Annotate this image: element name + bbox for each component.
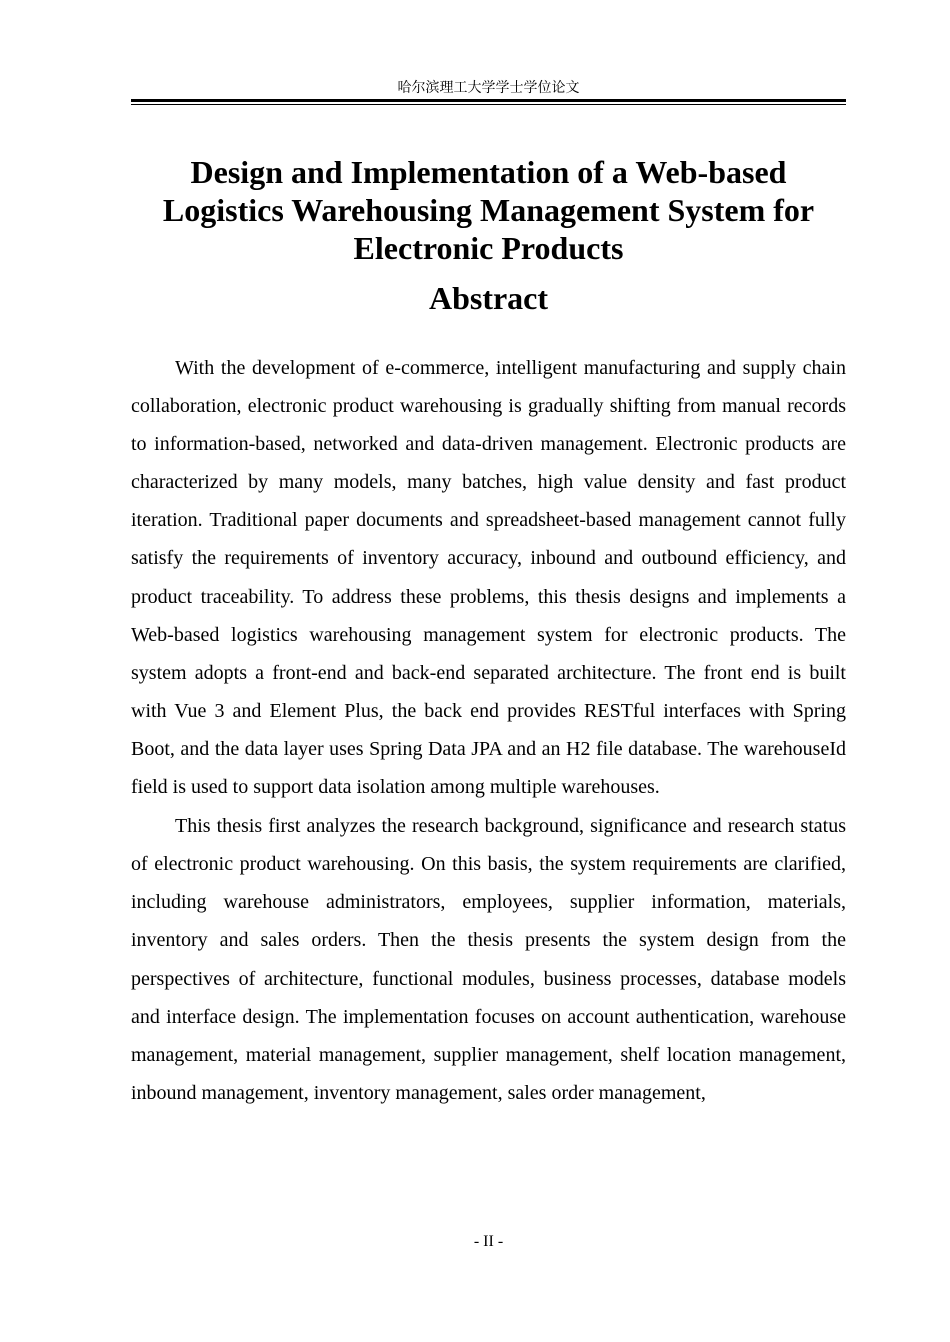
abstract-body xyxy=(131,349,846,1113)
thesis-title xyxy=(131,153,846,267)
thesis-title-line-2: Logistics Warehousing Management System for xyxy=(162,192,815,228)
header-rule-thick xyxy=(131,99,846,102)
abstract-paragraph-2: This thesis first analyzes the research background, significance and research status of electronic product warehousing. On this basis, the system requirements are clarified, including warehouse administrators, employees, supplier information, materials, inventory and sales orders. Then the thesis presents the system design from the perspectives of architecture, functional modules, business processes, database models and interface design. The implementation focuses on account authentication, warehouse management, material management, supplier management, shelf location management, inbound management, inventory management, sales order management, xyxy=(131,815,846,1104)
abstract-paragraph-1: With the development of e-commerce, intelligent manufacturing and supply chain collaboration, electronic product warehousing is gradually shifting from manual records to information-based, networked and data-driven management. Electronic products are characterized by many models, many batches, high value density and fast product iteration. Traditional paper documents and spreadsheet-based management cannot fully satisfy the requirements of inventory accuracy, inbound and outbound efficiency, and product traceability. To address these problems, this thesis designs and implements a Web-based logistics warehousing management system for electronic products. The system adopts a front-end and back-end separated architecture. The front end is built with Vue 3 and Element Plus, the back end provides RESTful interfaces with Spring Boot, and the data layer uses Spring Data JPA and an H2 file database. The warehouseId field is used to support data isolation among multiple warehouses. xyxy=(131,357,846,799)
thesis-title-line-3: Electronic Products xyxy=(353,230,624,266)
thesis-title-line-1: Design and Implementation of a Web-based xyxy=(190,154,787,190)
abstract-heading: Abstract xyxy=(428,280,549,316)
page-number: - II - xyxy=(473,1233,504,1250)
header-rule-thin xyxy=(131,104,846,105)
running-header: 哈尔滨理工大学学士学位论文 xyxy=(397,80,580,96)
